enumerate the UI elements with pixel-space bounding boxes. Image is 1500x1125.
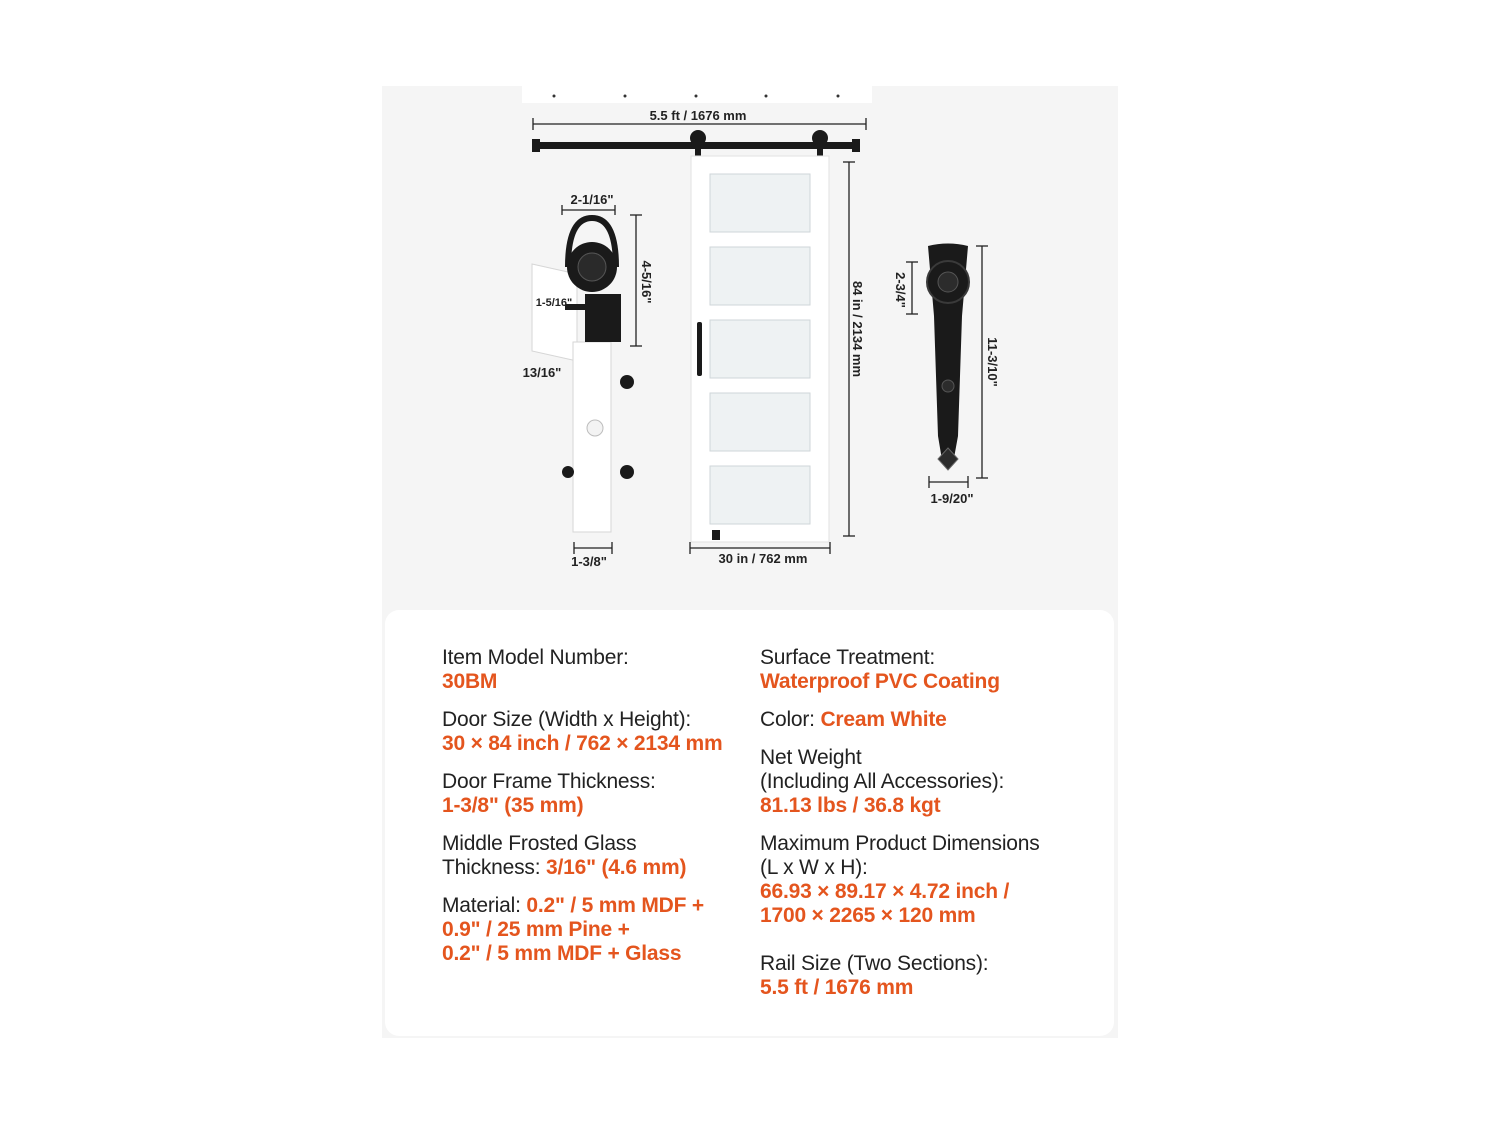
product-card: [382, 86, 1118, 1038]
strap-hanger: [927, 244, 969, 471]
spec-door-size: Door Size (Width x Height): 30 × 84 inch / 762 × 2134 mm: [442, 708, 723, 755]
bracket-depth-label: 1-5/16": [535, 297, 573, 309]
spec-model-number: Item Model Number: 30BM: [442, 646, 629, 693]
strap-bottom-width-label: 1-9/20": [930, 491, 974, 506]
door-width-label: 30 in / 762 mm: [718, 551, 808, 566]
barn-door-dimension-diagram: [382, 86, 1118, 606]
door-front-view: [691, 156, 829, 542]
strap-top-width-label: 2-3/4": [893, 272, 908, 308]
spec-frame-thickness: Door Frame Thickness: 1-3/8" (35 mm): [442, 770, 656, 817]
door-height-label: 84 in / 2134 mm: [850, 280, 865, 378]
spec-glass-thickness: Middle Frosted Glass Thickness: 3/16" (4.6 mm): [442, 832, 687, 879]
door-handle: [697, 322, 702, 376]
spec-material: Material: 0.2" / 5 mm MDF + 0.9" / 25 mm Pine + 0.2" / 5 mm MDF + Glass: [442, 894, 704, 965]
spec-net-weight: Net Weight (Including All Accessories): 81.13 lbs / 36.8 kgt: [760, 746, 1005, 817]
strap-length-label: 11-3/10": [985, 337, 1000, 387]
spec-rail-size: Rail Size (Two Sections): 5.5 ft / 1676 mm: [760, 952, 989, 999]
roller-width-label: 2-1/16": [570, 192, 614, 207]
spec-surface-treatment: Surface Treatment: Waterproof PVC Coating: [760, 646, 1000, 693]
frame-thickness-label: 1-3/8": [571, 554, 607, 569]
roller-height-label: 4-5/16": [639, 260, 654, 304]
spec-color: Color: Cream White: [760, 708, 947, 731]
mounting-board: [522, 86, 872, 103]
specifications-panel: [385, 610, 1114, 1036]
specs-right-column: [760, 646, 1090, 1000]
gap-label: 13/16": [522, 365, 562, 380]
spec-max-dimensions: Maximum Product Dimensions (L x W x H): 66.93 × 89.17 × 4.72 inch / 1700 × 2265 × 120 mm: [760, 832, 1040, 927]
specs-left-column: [442, 646, 752, 966]
rail-length-label: 5.5 ft / 1676 mm: [649, 108, 747, 123]
